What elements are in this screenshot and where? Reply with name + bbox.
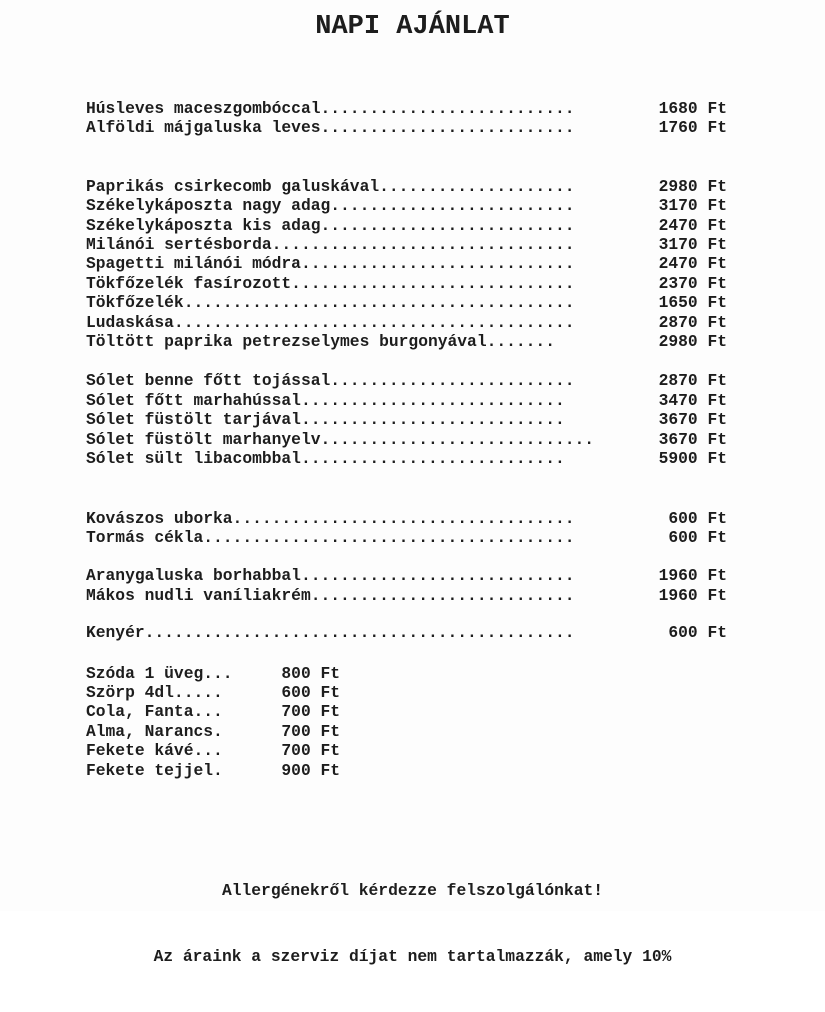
menu-item-label: Spagetti milánói módra............................: [86, 254, 575, 274]
menu-item-row: [86, 449, 727, 468]
menu-item-label: Székelykáposzta nagy adag.........................: [86, 196, 575, 216]
menu-item-price: 2870 Ft: [658, 312, 727, 332]
menu-item-price: 1960 Ft: [658, 585, 727, 605]
drink-item-text: Alma, Narancs. 700 Ft: [86, 721, 341, 741]
menu-section-bread: [86, 623, 727, 642]
menu-item-row: [86, 196, 727, 215]
menu-section-solet: [86, 371, 727, 468]
menu-section-desserts: [86, 566, 727, 605]
menu-item-row: [86, 410, 727, 429]
menu-item-price: 600 Ft: [668, 508, 727, 528]
menu-item-price: 3170 Ft: [658, 235, 727, 255]
menu-item-label: Sólet füstölt tarjával...........................: [86, 410, 565, 430]
menu-item-price: 3670 Ft: [658, 410, 727, 430]
menu-item-label: Paprikás csirkecomb galuskával....................: [86, 176, 575, 196]
menu-item-label: Székelykáposzta kis adag..........................: [86, 215, 575, 235]
menu-item-row: [86, 623, 727, 642]
menu-item-row: [86, 371, 727, 390]
menu-item-price: 2470 Ft: [658, 215, 727, 235]
menu-item-price: 2980 Ft: [658, 332, 727, 352]
drink-item-row: [86, 761, 727, 780]
menu-item-label: Ludaskása.........................................: [86, 312, 575, 332]
drink-item-row: [86, 722, 727, 741]
menu-item-row: [86, 566, 727, 585]
drink-item-text: Szörp 4dl..... 600 Ft: [86, 682, 341, 702]
menu-item-label: Kovászos uborka...................................: [86, 508, 575, 528]
menu-item-row: [86, 274, 727, 293]
menu-item-price: 3670 Ft: [658, 429, 727, 449]
menu-item-row: [86, 177, 727, 196]
drink-item-row: [86, 664, 727, 683]
menu-item-price: 2980 Ft: [658, 176, 727, 196]
footer-allergen-note: Allergénekről kérdezze felszolgálónkat!: [221, 881, 604, 900]
menu-item-price: 1960 Ft: [658, 566, 727, 586]
menu-item-row: [86, 216, 727, 235]
menu-item-label: Sólet benne főtt tojással.........................: [86, 371, 575, 391]
menu-item-label: Töltött paprika petrezselymes burgonyával.......: [86, 332, 555, 352]
menu-item-price: 2370 Ft: [658, 273, 727, 293]
menu-item-label: Tökfőzelék........................................: [86, 293, 575, 313]
menu-item-label: Milánói sertésborda...............................: [86, 235, 575, 255]
menu-item-label: Sólet sült libacombbal...........................: [86, 449, 565, 469]
menu-item-price: 2470 Ft: [658, 254, 727, 274]
menu-item-row: [86, 509, 727, 528]
menu-item-row: [86, 430, 727, 449]
menu-item-price: 1650 Ft: [658, 293, 727, 313]
menu-item-label: Sólet főtt marhahússal...........................: [86, 390, 565, 410]
menu-item-label: Aranygaluska borhabbal............................: [86, 566, 575, 586]
menu-item-price: 1760 Ft: [658, 118, 727, 138]
menu-item-row: [86, 235, 727, 254]
menu-section-mains: [86, 177, 727, 352]
menu-item-price: 600 Ft: [668, 623, 727, 643]
menu-item-label: Alföldi májgaluska leves..........................: [86, 118, 575, 138]
drink-item-text: Fekete kávé... 700 Ft: [86, 741, 341, 761]
footer: [0, 836, 825, 1012]
menu-item-label: Tökfőzelék fasírozott.............................: [86, 273, 575, 293]
menu-item-label: Kenyér............................................: [86, 623, 575, 643]
menu-item-row: [86, 586, 727, 605]
footer-service-charge-note: Az áraink a szerviz díjat nem tartalmazzák, amely 10%: [153, 947, 672, 966]
menu-item-label: Tormás cékla......................................: [86, 527, 575, 547]
menu-item-row: [86, 118, 727, 137]
menu-item-price: 3470 Ft: [658, 390, 727, 410]
menu-item-price: 1680 Ft: [658, 99, 727, 118]
menu-body: [86, 99, 727, 780]
menu-section-pickles: [86, 509, 727, 548]
drink-item-text: Szóda 1 üveg... 800 Ft: [86, 663, 341, 683]
drink-item-text: Cola, Fanta... 700 Ft: [86, 702, 341, 722]
drink-item-row: [86, 741, 727, 760]
menu-item-row: [86, 254, 727, 273]
menu-item-label: Húsleves maceszgombóccal..........................: [86, 99, 575, 118]
menu-item-row: [86, 99, 727, 118]
menu-item-price: 2870 Ft: [658, 371, 727, 391]
menu-item-row: [86, 332, 727, 351]
page-title: NAPI AJÁNLAT: [315, 12, 510, 42]
menu-item-row: [86, 313, 727, 332]
drink-item-text: Fekete tejjel. 900 Ft: [86, 760, 341, 780]
menu-item-row: [86, 293, 727, 312]
menu-item-price: 5900 Ft: [658, 449, 727, 469]
menu-item-price: 600 Ft: [668, 527, 727, 547]
menu-item-price: 3170 Ft: [658, 196, 727, 216]
menu-section-drinks: [86, 664, 727, 780]
menu-section-soups: [86, 99, 727, 138]
menu-item-label: Sólet füstölt marhanyelv............................: [86, 429, 595, 449]
drink-item-row: [86, 702, 727, 721]
drink-item-row: [86, 683, 727, 702]
menu-item-row: [86, 391, 727, 410]
menu-item-row: [86, 528, 727, 547]
menu-item-label: Mákos nudli vaníliakrém...........................: [86, 585, 575, 605]
